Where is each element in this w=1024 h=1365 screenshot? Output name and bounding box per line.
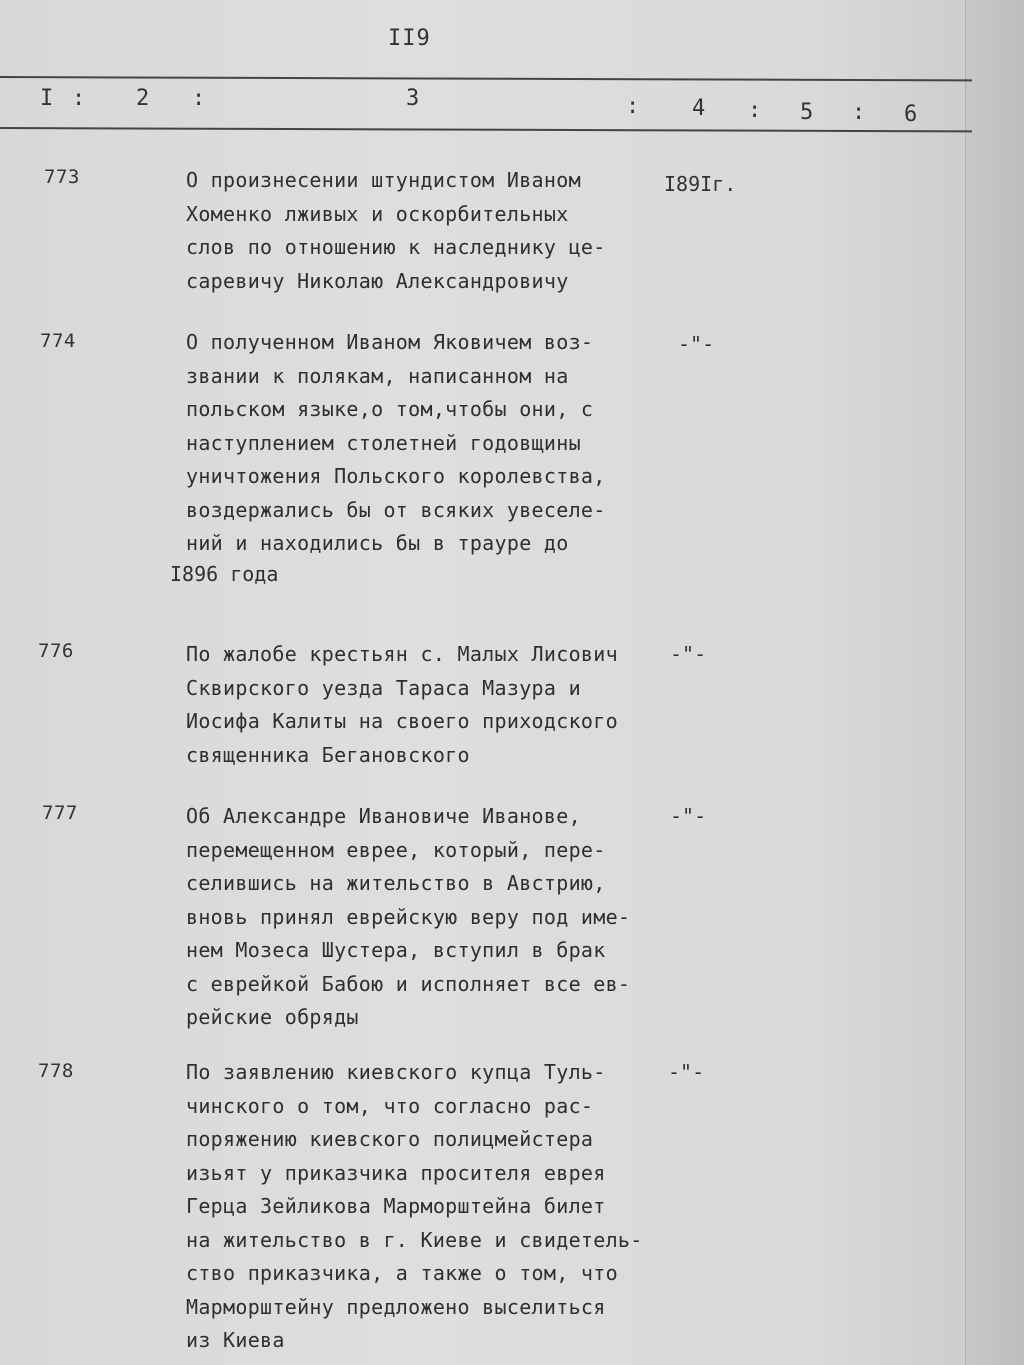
column-header-1: I bbox=[40, 86, 54, 111]
entry-description: О полученном Иваном Яковичем воз- звании к полякам, написанном на польском языке,о том,чтобы они, с наступлением столетней годовщины уничтожения Польского королевства, воздержались бы от всяких увеселе- ний и находились бы в трауре до bbox=[186, 330, 606, 555]
column-separator: : bbox=[852, 100, 866, 125]
entry-number: 776 bbox=[38, 640, 74, 662]
header-bottom-rule bbox=[0, 127, 972, 132]
entry-description: По жалобе крестьян с. Малых Лисович Сквирского уезда Тараса Мазура и Иосифа Калиты на своего приходского священника Бегановского bbox=[186, 642, 618, 767]
entry-date: I89Iг. bbox=[664, 172, 737, 196]
entry-number: 774 bbox=[40, 330, 76, 352]
entry-date: -"- bbox=[670, 642, 707, 666]
column-separator: : bbox=[192, 86, 206, 111]
next-page-edge bbox=[965, 0, 1024, 1365]
entry-number: 773 bbox=[44, 166, 80, 188]
column-separator: : bbox=[626, 94, 640, 119]
entry-description-tail: I896 года bbox=[170, 562, 279, 586]
entry-description: Об Александре Ивановиче Иванове, перемещенном еврее, который, пере- селившись на жительство в Австрию, вновь принял еврейскую веру под име- нем Мозеса Шустера, вступил в брак с еврейкой Бабою и исполняет все ев- рейские обряды bbox=[186, 804, 631, 1029]
entry-number: 778 bbox=[38, 1060, 74, 1082]
entry-date: -"- bbox=[670, 804, 707, 828]
column-header-3: 3 bbox=[406, 86, 420, 111]
column-separator: : bbox=[748, 98, 762, 123]
column-header-6: 6 bbox=[904, 102, 918, 127]
entry-date: -"- bbox=[668, 1060, 705, 1084]
page-number: II9 bbox=[388, 26, 431, 51]
entry-description: О произнесении штундистом Иваном Хоменко лживых и оскорбительных слов по отношению к наследнику це- саревичу Николаю Александровичу bbox=[186, 168, 606, 293]
header-top-rule bbox=[0, 76, 972, 81]
entry-date: -"- bbox=[678, 332, 715, 356]
column-header-5: 5 bbox=[800, 100, 814, 125]
entry-number: 777 bbox=[42, 802, 78, 824]
column-separator: : bbox=[72, 86, 86, 111]
column-header-2: 2 bbox=[136, 86, 150, 111]
column-header-4: 4 bbox=[692, 96, 706, 121]
entry-description: По заявлению киевского купца Туль- чинского о том, что согласно рас- поряжению киевского полицмейстера изьят у приказчика просителя еврея Герца Зейликова Марморштейна билет на жительство в г. Киеве и свидетель- ство приказчика, а также о том, что Марморштейну предложено выселиться из Киева bbox=[186, 1060, 643, 1352]
